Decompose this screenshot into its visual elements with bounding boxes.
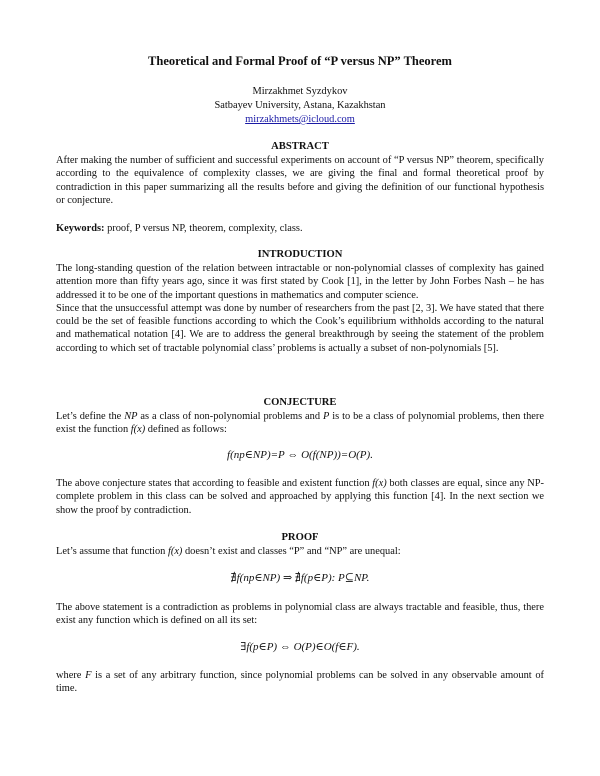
introduction-paragraph-1: The long-standing question of the relation between intractable or non-polynomial classes of complexity has gained attention more than fifty years ago, since it was first stated by Cook [1], in the letter by John Forbes Nash – he has addressed it to be one of the important questions in mathematics and computer science.	[56, 263, 544, 301]
conjecture-paragraph-1: Let’s define the NP as a class of non-polynomial problems and P is to be a class of polynomial problems, then there exist the function f(x) defined as follows:	[56, 411, 544, 436]
abstract-section	[56, 154, 544, 207]
keywords-text: proof, P versus NP, theorem, complexity, class.	[104, 223, 303, 234]
proof-equation-2: ∃f(p∈P) ⇔ O(P)∈O(f∈F).	[240, 641, 360, 653]
proof-equation-1: ∄f(np∈NP) ⇒ ∄f(p∈P): P⊆NP.	[230, 572, 370, 584]
proof-paragraph-3: where F is a set of any arbitrary function, since polynomial problems can be solved in any observable amount of time.	[56, 670, 544, 695]
conjecture-equation: f(np∈NP)=P ⇔ O(f(NP))=O(P).	[227, 449, 373, 461]
proof-heading: PROOF	[281, 532, 319, 543]
abstract-heading: ABSTRACT	[271, 141, 329, 152]
conjecture-paragraph-2: The above conjecture states that according to feasible and existent function f(x) both classes are equal, since any NP-complete problem in this class can be solved and approached by applying this function [4]. In the next section we show the proof by contradiction.	[56, 478, 544, 516]
introduction-section	[56, 262, 544, 355]
proof-paragraph-1: Let’s assume that function f(x) doesn’t exist and classes “P” and “NP” are unequal:	[56, 546, 401, 557]
proof-paragraph-2: The above statement is a contradiction as problems in polynomial class are always tractable and feasible, thus, there exist any function which is defined on all its set:	[56, 602, 544, 627]
author-email-link[interactable]: mirzakhmets@icloud.com	[245, 114, 355, 125]
abstract-text: After making the number of sufficient and successful experiments on account of “P versus NP” theorem, specifically according to the equivalence of complexity classes, we are giving the final and formal theoretical proof by contradiction in this paper summarizing all the results before and giving the definition of our functional hypothesis or conjecture.	[56, 155, 544, 206]
author-email-line	[0, 113, 600, 126]
author-affiliation: Satbayev University, Astana, Kazakhstan	[214, 100, 386, 111]
conjecture-heading: CONJECTURE	[263, 397, 337, 408]
keywords-label: Keywords:	[56, 223, 105, 234]
paper-title: Theoretical and Formal Proof of “P versus NP” Theorem	[148, 54, 452, 68]
keywords-line	[56, 222, 544, 235]
introduction-heading: INTRODUCTION	[257, 249, 343, 260]
author-name: Mirzakhmet Syzdykov	[252, 86, 348, 97]
introduction-paragraph-2: Since that the unsuccessful attempt was done by number of researchers from the past [2, 3]. We have stated that there could be the set of feasible functions according to which the Cook’s equilibrium withholds according to the natural and mathematical notation [4]. We are to address the general breakthrough by seeing the statement of the problem according to which set of tractable polynomial class’ problems is actually a subset of non-polynomials [5].	[56, 302, 544, 354]
